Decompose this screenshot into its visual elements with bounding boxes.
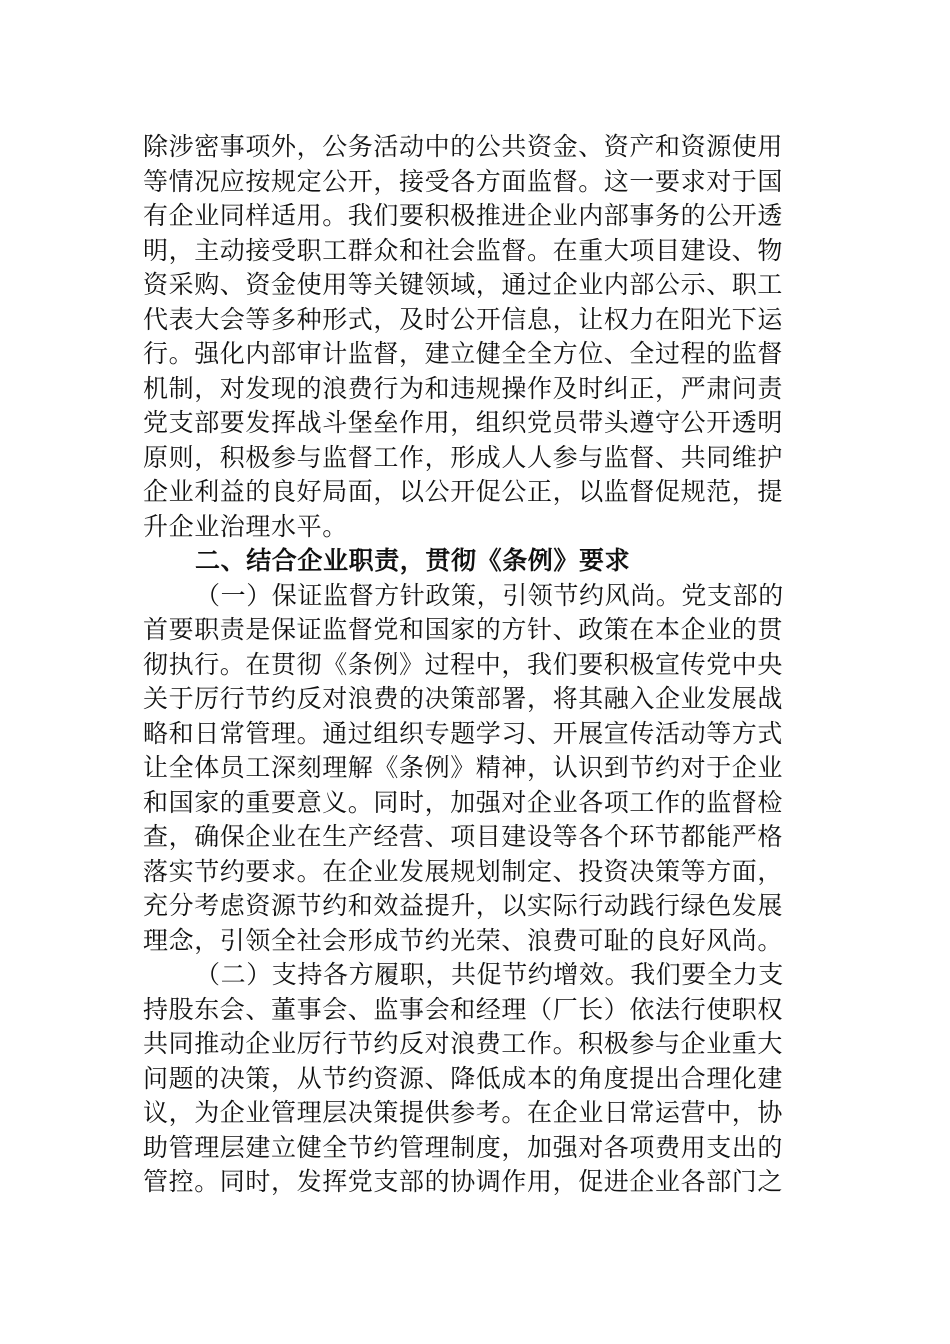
- text-line: 企业利益的良好局面，以公开促公正，以监督促规范，提: [143, 477, 784, 506]
- subsection-first-line: （一）保证监督方针政策，引领节约风尚。党支部的: [195, 580, 784, 610]
- subsection-first-line: （二）支持各方履职，共促节约增效。我们要全力支: [195, 960, 784, 989]
- text-line: 机制，对发现的浪费行为和违规操作及时纠正，严肃问责: [143, 373, 784, 403]
- text-line: 行。强化内部审计监督，建立健全全方位、全过程的监督: [143, 339, 784, 368]
- text-line: 关于厉行节约反对浪费的决策部署，将其融入企业发展战: [143, 684, 784, 713]
- text-line: 代表大会等多种形式，及时公开信息，让权力在阳光下运: [143, 304, 784, 334]
- document-body: [143, 130, 807, 1200]
- text-line: 查，确保企业在生产经营、项目建设等各个环节都能严格: [143, 822, 784, 851]
- text-line: 明，主动接受职工群众和社会监督。在重大项目建设、物: [143, 235, 784, 265]
- text-line: 等情况应按规定公开，接受各方面监督。这一要求对于国: [143, 166, 784, 196]
- text-line: 让全体员工深刻理解《条例》精神，认识到节约对于企业: [143, 753, 784, 782]
- text-line: 助管理层建立健全节约管理制度，加强对各项费用支出的: [143, 1132, 784, 1162]
- text-line: 资采购、资金使用等关键领域，通过企业内部公示、职工: [143, 270, 784, 299]
- text-line: 持股东会、董事会、监事会和经理（厂长）依法行使职权: [143, 994, 784, 1024]
- text-line: 理念，引领全社会形成节约光荣、浪费可耻的良好风尚。: [143, 925, 784, 955]
- text-line: 原则，积极参与监督工作，形成人人参与监督、共同维护: [143, 442, 784, 472]
- text-line: 管控。同时，发挥党支部的协调作用，促进企业各部门之: [143, 1167, 784, 1196]
- text-line: 党支部要发挥战斗堡垒作用，组织党员带头遵守公开透明: [143, 408, 784, 437]
- section-heading: 二、结合企业职责，贯彻《条例》要求: [195, 546, 631, 575]
- text-line: 彻执行。在贯彻《条例》过程中，我们要积极宣传党中央: [143, 649, 784, 679]
- text-line: 问题的决策，从节约资源、降低成本的角度提出合理化建: [143, 1063, 784, 1093]
- text-line: 升企业治理水平。: [143, 511, 348, 541]
- text-line: 充分考虑资源节约和效益提升，以实际行动践行绿色发展: [143, 891, 784, 920]
- text-line: 议，为企业管理层决策提供参考。在企业日常运营中，协: [143, 1098, 784, 1127]
- text-line: 除涉密事项外，公务活动中的公共资金、资产和资源使用: [143, 132, 784, 161]
- text-line: 共同推动企业厉行节约反对浪费工作。积极参与企业重大: [143, 1029, 784, 1058]
- text-line: 和国家的重要意义。同时，加强对企业各项工作的监督检: [143, 787, 784, 817]
- text-line: 略和日常管理。通过组织专题学习、开展宣传活动等方式: [143, 718, 784, 748]
- text-line: 落实节约要求。在企业发展规划制定、投资决策等方面，: [143, 856, 784, 886]
- text-line: 首要职责是保证监督党和国家的方针、政策在本企业的贯: [143, 615, 784, 644]
- text-line: 有企业同样适用。我们要积极推进企业内部事务的公开透: [143, 201, 784, 230]
